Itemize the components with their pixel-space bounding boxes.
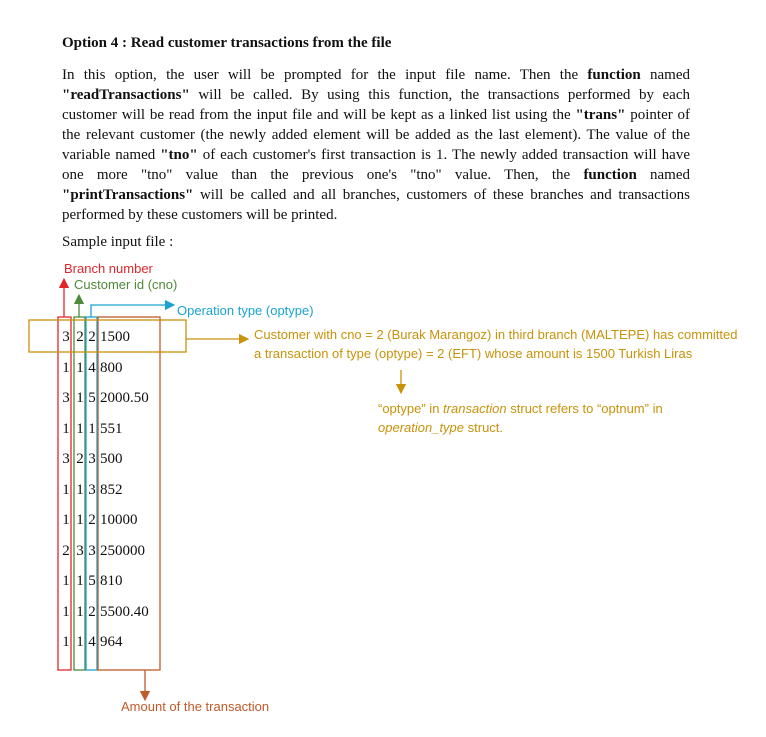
customer-id-cell: 1 [76,573,84,589]
customer-id-cell: 1 [76,359,84,376]
amount-cell: 500 [100,451,123,467]
amount-cell: 2000.50 [100,390,149,406]
optype-cell: 5 [88,390,96,406]
amount-label: Amount of the transaction [121,699,270,714]
branch-number-cell: 2 [62,542,70,559]
optype-arrow [91,305,170,317]
note-line-1: “optype” in transaction struct refers to “optnum” in [378,401,663,416]
branch-number-label: Branch number [64,261,153,276]
section-heading: Option 4 : Read customer transactions from the file [62,35,392,51]
branch-number-cell: 1 [62,512,70,528]
amount-cell: 1500 [100,329,130,345]
customer-id-cell: 1 [76,512,84,528]
customer-id-cell: 2 [76,329,84,345]
optype-cell: 2 [88,603,96,620]
customer-id-cell: 2 [76,451,84,467]
paragraph-segment: "trans" [575,107,626,123]
branch-number-cell: 1 [62,359,70,376]
paragraph-segment: function [587,67,641,83]
customer-id-cell: 1 [76,420,84,437]
paragraph-segment: named [636,167,690,183]
customer-id-cell: 1 [76,481,84,498]
callout-line-1: Customer with cno = 2 (Burak Marangoz) in third branch (MALTEPE) has committed [254,327,738,342]
optype-cell: 3 [88,542,96,559]
amount-cell: 852 [100,481,123,498]
paragraph-segment: of each customer's first transaction is 1. The newly added transaction will have one more "tno" value than the previous one's "tno" value. Then, the [62,147,690,183]
branch-number-cell: 3 [62,329,70,345]
optype-cell: 4 [88,359,96,376]
branch-number-cell: 1 [62,573,70,589]
paragraph-segment: function [583,167,637,183]
amount-cell: 5500.40 [100,603,149,620]
paragraph-segment: In this option, the user will be prompted for the input file name. Then the [62,67,588,83]
optype-cell: 4 [88,634,96,650]
amount-cell: 964 [100,634,123,650]
paragraph-segment: "printTransactions" [62,187,194,203]
branch-number-cell: 1 [62,634,70,650]
paragraph-segment: will be called. By using this function, the transactions performed by each customer will be read from the input file and will be kept as a linked list using the [62,87,690,123]
callout-line-2: a transaction of type (optype) = 2 (EFT) whose amount is 1500 Turkish Liras [254,346,693,361]
optype-cell: 1 [88,420,96,437]
paragraph-segment: named [640,67,691,83]
customer-id-cell: 1 [76,390,84,406]
optype-cell: 2 [88,512,96,528]
branch-number-cell: 1 [62,481,70,498]
amount-cell: 250000 [100,542,145,559]
customer-id-label: Customer id (cno) [74,277,178,292]
paragraph-segment: will be called and all branches, customers of these branches and transactions performed by these customers will be printed. [62,187,690,223]
operation-type-label: Operation type (optype) [177,303,314,318]
sample-input-label: Sample input file : [62,234,174,250]
optype-cell: 3 [88,481,96,498]
customer-id-cell: 1 [76,634,84,650]
branch-number-cell: 1 [62,603,70,620]
amount-cell: 551 [100,420,123,437]
branch-number-cell: 3 [62,451,70,467]
paragraph-segment: "readTransactions" [62,87,190,103]
paragraph-segment: "tno" [160,147,198,163]
paragraph-segment: pointer of the relevant customer (the newly added element will be added as the last element). The value of the variable named [62,107,690,163]
branch-number-cell: 3 [62,390,70,406]
optype-cell: 5 [88,573,96,589]
amount-cell: 10000 [100,512,138,528]
amount-cell: 810 [100,573,123,589]
customer-id-cell: 3 [76,542,84,559]
optype-cell: 2 [88,329,96,345]
branch-number-cell: 1 [62,420,70,437]
optype-cell: 3 [88,451,96,467]
amount-cell: 800 [100,359,123,376]
customer-id-cell: 1 [76,603,84,620]
note-line-2: operation_type struct. [378,420,504,435]
